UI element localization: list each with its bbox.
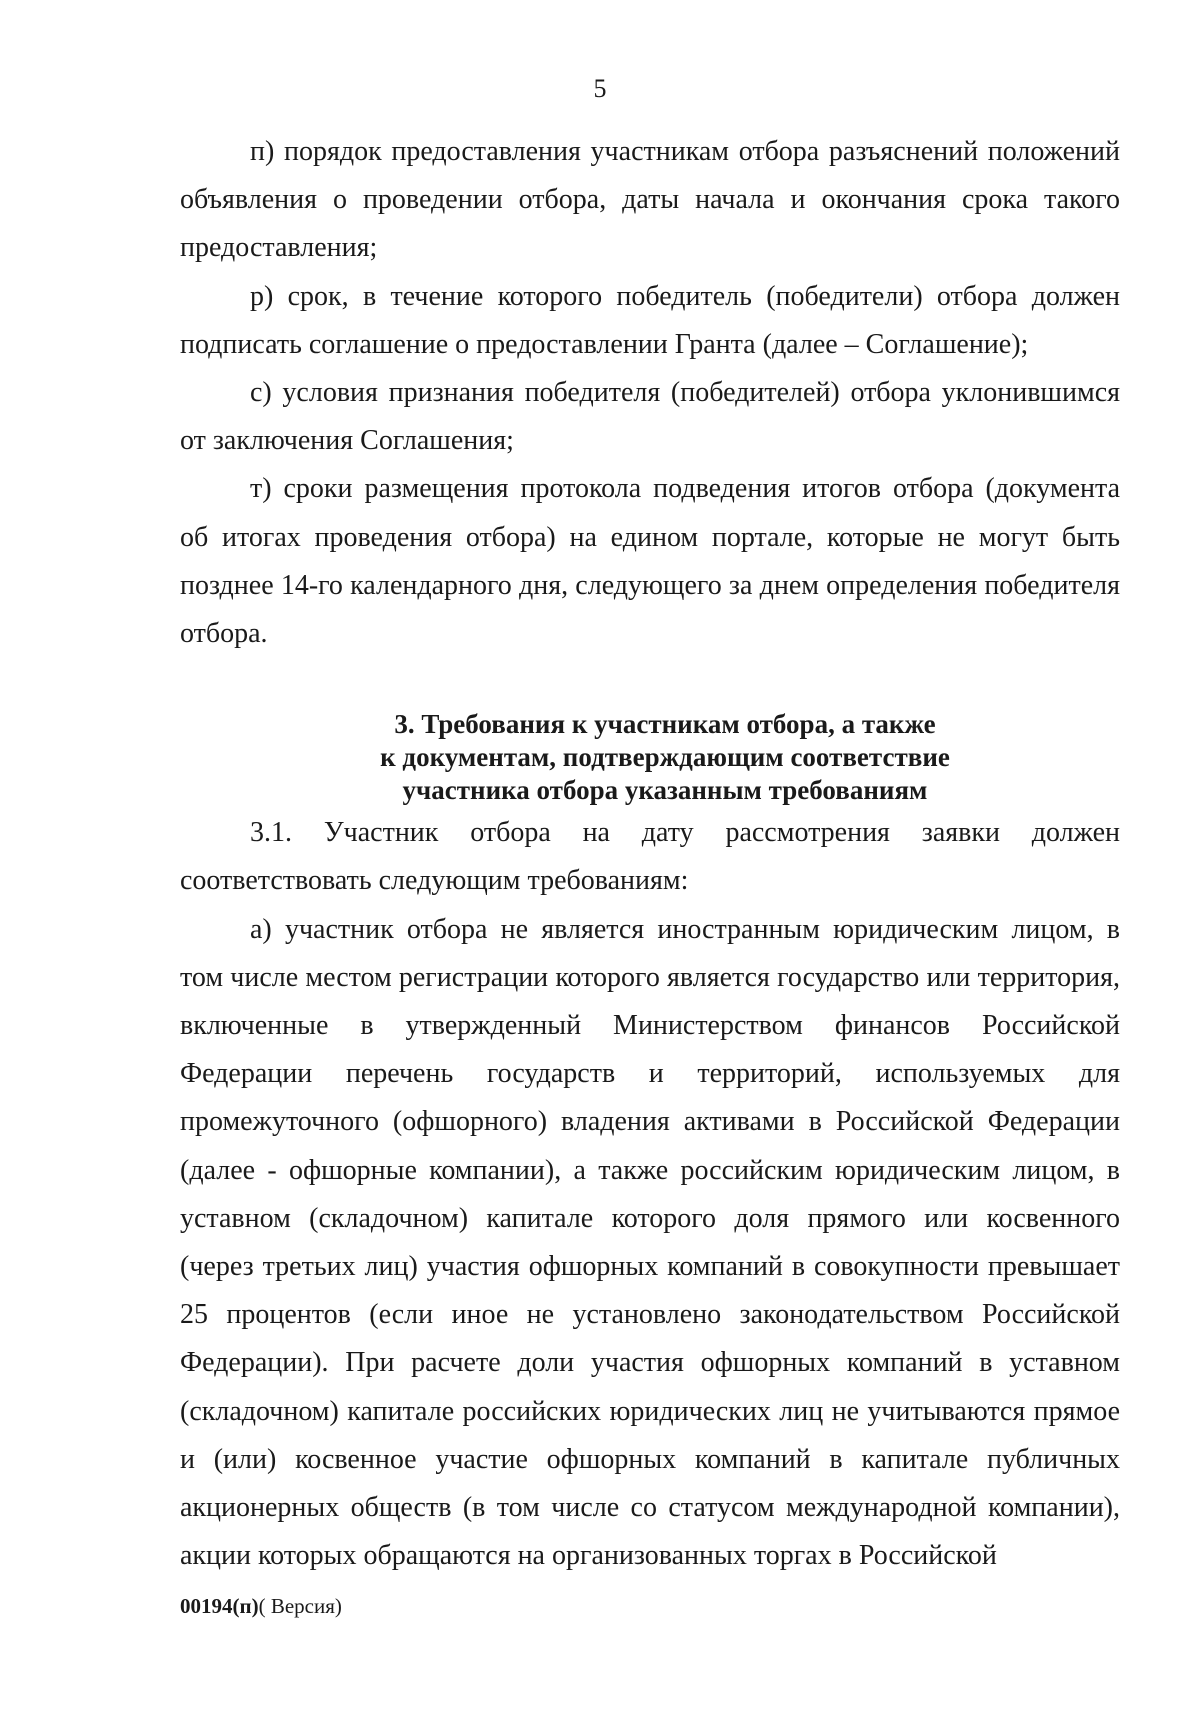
paragraph-s: с) условия признания победителя (победителей) отбора уклонившимся от заключения Соглашения;	[180, 377, 1120, 457]
section-heading-line-2: к документам, подтверждающим соответствие	[380, 742, 950, 773]
document-code: 00194(п)	[180, 1594, 259, 1618]
paragraph-r: р) срок, в течение которого победитель (победители) отбора должен подписать соглашение о предоставлении Гранта (далее – Соглашение);	[180, 280, 1120, 360]
paragraph-3-1: 3.1. Участник отбора на дату рассмотрения заявки должен соответствовать следующим требованиям:	[180, 817, 1120, 897]
section-heading-line-1: 3. Требования к участникам отбора, а также	[394, 709, 936, 740]
paragraph-p: п) порядок предоставления участникам отбора разъяснений положений объявления о проведении отбора, даты начала и окончания срока такого предоставления;	[180, 136, 1120, 264]
section-spacer	[180, 658, 1120, 708]
section-heading-line-3: участника отбора указанным требованиям	[402, 775, 928, 806]
paragraph-t: т) сроки размещения протокола подведения итогов отбора (документа об итогах проведения отбора) на едином портале, которые не могут быть позднее 14-го календарного дня, следующего за днем определения победителя отбора.	[180, 473, 1120, 650]
page-number: 5	[593, 74, 607, 103]
paragraph-a: а) участник отбора не является иностранным юридическим лицом, в том числе местом регистрации которого является государство или территория, включенные в утвержденный Министерством финансов Российской Федерации перечень государств и территорий, используемых для промежуточного (офшорного) владения активами в Российской Федерации (далее - офшорные компании), а также российским юридическим лицом, в уставном (складочном) капитале которого доля прямого или косвенного (через третьих лиц) участия офшорных компаний в совокупности превышает 25 процентов (если иное не установлено законодательством Российской Федерации). При расчете доли участия офшорных компаний в уставном (складочном) капитале российских юридических лиц не учитываются прямое и (или) косвенное участие офшорных компаний в капитале публичных акционерных обществ (в том числе со статусом международной компании), акции которых обращаются на организованных торгах в Российской	[180, 913, 1120, 1572]
document-version: ( Версия)	[258, 1594, 342, 1618]
section-heading	[180, 708, 1120, 807]
document-body	[180, 128, 1120, 1580]
document-footer	[180, 1593, 342, 1619]
